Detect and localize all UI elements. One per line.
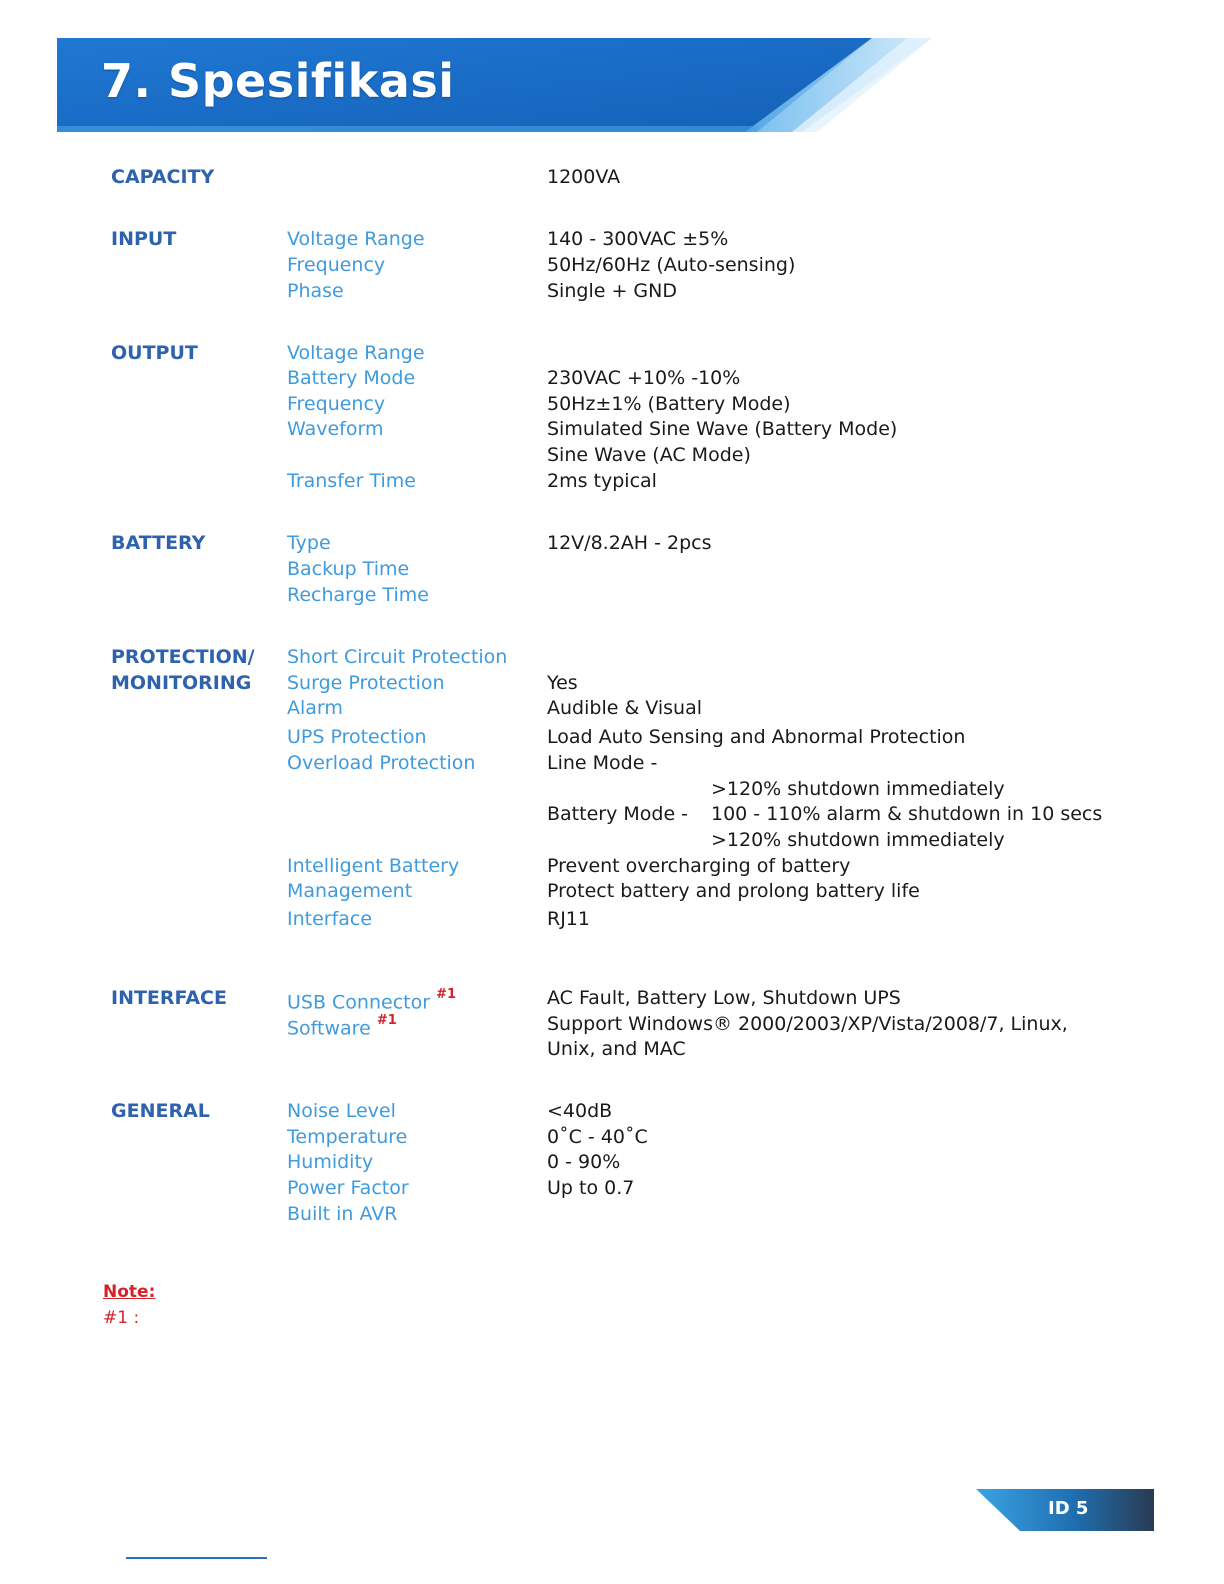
spec-value: 0 - 90% [547,1151,621,1173]
spec-label: Short Circuit Protection [287,646,508,668]
spec-label: Waveform [287,418,384,440]
spec-value: Sine Wave (AC Mode) [547,444,751,466]
spec-value: Line Mode - [547,752,658,774]
spec-label: Power Factor [287,1177,409,1199]
category-capacity: CAPACITY [111,166,215,188]
note-ref: #1 : [103,1308,140,1328]
capacity-value: 1200VA [547,166,621,188]
spec-value: Load Auto Sensing and Abnormal Protection [547,726,966,748]
category-monitoring: MONITORING [111,672,252,694]
spec-value: 100 - 110% alarm & shutdown in 10 secs [711,803,1103,825]
spec-label: Type [287,532,331,554]
spec-label: Frequency [287,393,386,415]
spec-label: Overload Protection [287,752,476,774]
spec-label: Backup Time [287,558,410,580]
spec-value: Audible & Visual [547,697,703,719]
category-general: GENERAL [111,1100,210,1122]
spec-value: 50Hz/60Hz (Auto-sensing) [547,254,796,276]
spec-value: >120% shutdown immediately [711,829,1005,851]
spec-value: RJ11 [547,908,590,930]
category-battery: BATTERY [111,532,206,554]
page-number: ID 5 [1048,1498,1089,1519]
note-title: Note: [103,1282,156,1302]
spec-value: AC Fault, Battery Low, Shutdown UPS [547,987,901,1009]
spec-label: Noise Level [287,1100,396,1122]
footnote-ref: #1 [436,987,457,1002]
category-output: OUTPUT [111,342,198,364]
spec-value: Unix, and MAC [547,1038,686,1060]
page-title: 7. Spesifikasi [101,54,455,108]
spec-label-text: USB Connector [287,991,431,1014]
spec-label: Intelligent Battery [287,855,460,877]
category-interface: INTERFACE [111,987,227,1009]
spec-value: 12V/8.2AH - 2pcs [547,532,712,554]
category-input: INPUT [111,228,177,250]
category-protection: PROTECTION/ [111,646,255,668]
spec-value: Protect battery and prolong battery life [547,880,920,902]
spec-label: Built in AVR [287,1203,398,1225]
spec-label: Interface [287,908,373,930]
spec-value: Yes [547,672,578,694]
footer-rule [126,1557,267,1559]
spec-value: Single + GND [547,280,677,302]
spec-value: Support Windows® 2000/2003/XP/Vista/2008/7, Linux, [547,1013,1068,1035]
spec-value: Simulated Sine Wave (Battery Mode) [547,418,898,440]
spec-value: 2ms typical [547,470,657,492]
spec-value: 0˚C - 40˚C [547,1126,648,1148]
footnote-ref: #1 [376,1013,397,1028]
spec-value: Prevent overcharging of battery [547,855,851,877]
spec-value: >120% shutdown immediately [711,778,1005,800]
spec-value: Battery Mode - [547,803,689,825]
spec-label: Voltage Range [287,342,425,364]
spec-value: 140 - 300VAC ±5% [547,228,729,250]
spec-label-text: Software [287,1017,371,1040]
spec-label: Voltage Range [287,228,425,250]
spec-label: Transfer Time [287,470,416,492]
page-number-tab [976,1489,1154,1531]
spec-label: Recharge Time [287,584,429,606]
header-banner [57,38,932,132]
spec-label: Phase [287,280,344,302]
spec-label: Temperature [287,1126,408,1148]
spec-label: Frequency [287,254,386,276]
spec-label: Alarm [287,697,343,719]
spec-value: 230VAC +10% -10% [547,367,741,389]
spec-value: 50Hz±1% (Battery Mode) [547,393,791,415]
spec-value: <40dB [547,1100,613,1122]
spec-label-software [287,1011,397,1041]
spec-label: Management [287,880,413,902]
spec-label: UPS Protection [287,726,427,748]
spec-label: Surge Protection [287,672,445,694]
spec-value: Up to 0.7 [547,1177,635,1199]
spec-label: Battery Mode [287,367,416,389]
spec-label: Humidity [287,1151,374,1173]
